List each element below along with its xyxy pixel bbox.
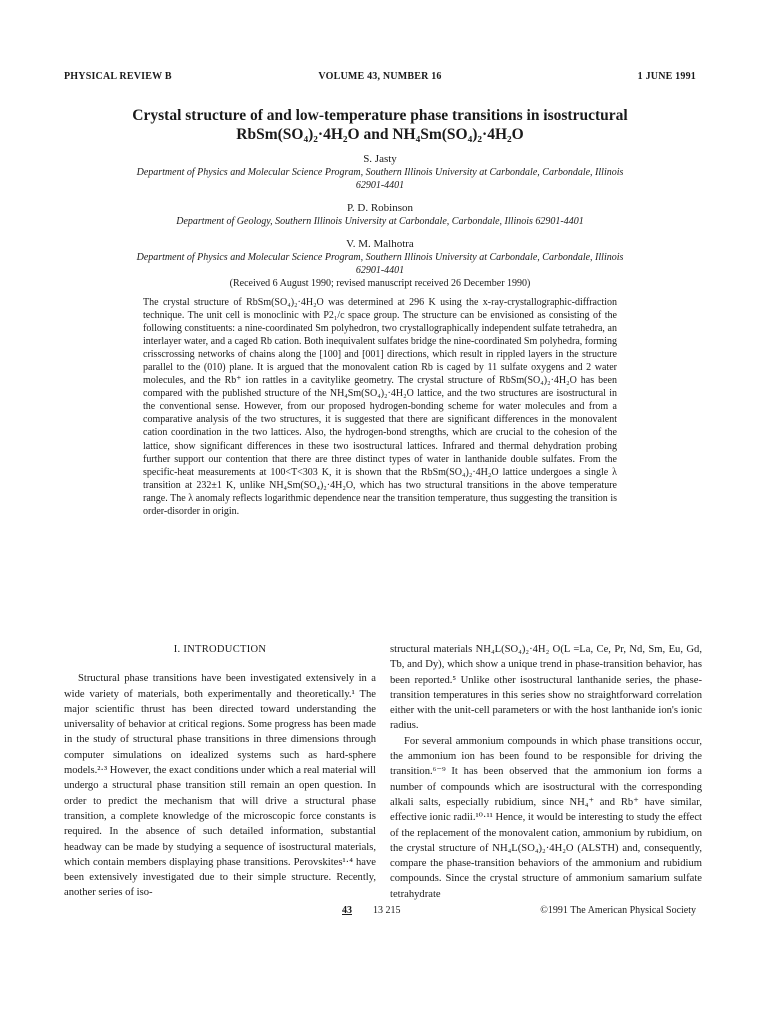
article-title [64, 106, 696, 144]
title-line-2: RbSm(SO₄)₂·4H₂O and NH₄Sm(SO₄)₂·4H₂O [236, 126, 524, 143]
journal-name: PHYSICAL REVIEW B [64, 71, 172, 82]
author-affiliation: Department of Physics and Molecular Science Program, Southern Illinois University at Carbondale, Carbondale, Illinois 62901-4401 [136, 167, 624, 191]
body-paragraph: structural materials NH₄L(SO₄)₂·4H₂ O(L =La, Ce, Pr, Nd, Sm, Eu, Gd, Tb, and Dy), which show a unique trend in phase-transition behavior, has been reported.⁵ Unlike other isostructural lanthanide series, the phase-transition temperatures in this series show no straightforward correlation either with the unit-cell parameters or with the host lanthanide ion's ionic radius. [390, 644, 702, 732]
section-heading: I. INTRODUCTION [173, 644, 267, 655]
title-line-1: Crystal structure of and low-temperature phase transitions in isostructural [132, 107, 628, 124]
volume-number: VOLUME 43, NUMBER 16 [318, 71, 442, 82]
author-name: P. D. Robinson [346, 202, 414, 214]
copyright-notice: ©1991 The American Physical Society [540, 905, 696, 916]
running-head [64, 71, 696, 85]
footer-volume: 43 [342, 905, 352, 916]
body-paragraph: For several ammonium compounds in which phase transitions occur, the ammonium ion has been found to be responsible for driving the transition.⁶⁻⁹ It has been observed that the ammonium ion forms a number of compounds which are isostructural with the corresponding alkali salts, especially rubidium, since NH₄⁺ and Rb⁺ have similar, effective ionic radii.¹⁰·¹¹ Hence, it would be interesting to study the effect of the replacement of the monovalent cation, ammonium by rubidium, on the crystal structure of NH₄L(SO₄)₂·4H₂O (ALSTH) and, consequently, compare the phase-transition behaviors of the ammonium and rubidium compounds. Since the crystal structure of ammonium samarium sulfate tetrahydrate [390, 735, 702, 900]
abstract: The crystal structure of RbSm(SO₄)₂·4H₂O was determined at 296 K using the x-ray-crystallographic-diffraction technique. The unit cell is monoclinic with P2₁/c space group. The structure can be envisioned as consisting of the following constituents: a nine-coordinated Sm polyhedron, two crystallographically independent sulfate tetrahedra, an interlayer water, and a caged Rb cation. Both inequivalent sulfates bridge the nine-coordinated Sm polyhedra, forming crisscrossing networks of chains along the [100] and [001] directions, which result in rippled layers in the structure parallel to the (010) plane. It is argued that the monovalent cation Rb is caged by 11 sulfate oxygens and 2 water molecules, and the Rb⁺ ion rattles in a cavitylike geometry. The crystal structure of RbSm(SO₄)₂·4H₂O has been compared with the published structure of the NH₄Sm(SO₄)₂·4H₂O lattice, and the two structures are isostructural in the conventional sense. However, from our proposed hydrogen-bonding scheme for water molecules and from a comparative analysis of the two structures, it is suggested that there are significant differences in the monovalent cation coordination in the two lattices. Also, the hydrogen-bond strengths, which are crucial to the cohesion of the lattice, show significant differences in these two isostructural lattices. Infrared and thermal dehydration probing further support our contention that there are three distinct types of water in lanthanide double sulfates. From the specific-heat measurements at 100<T<303 K, it is shown that the RbSm(SO₄)₂·4H₂O lattice undergoes a single λ transition at 232±1 K, unlike NH₄Sm(SO₄)₂·4H₂O, which has two structural transitions in the above temperature range. The λ anomaly reflects logarithmic dependence near the transition temperature, thus suggesting the transition is order-disorder in origin. [143, 297, 617, 517]
page-footer [64, 905, 696, 921]
body-paragraph: Structural phase transitions have been investigated extensively in a wide variety of materials, both experimentally and theoretically.¹ The major scientific thrust has been directed toward understanding the universality of behavior at critical regions. Some progress has been made in the study of structural phase transitions in three dimensions through computer simulations on idealized systems such as hard-sphere models.²·³ However, the exact conditions under which a real material will undergo a structural phase transition still remain an open question. In order to predict the mechanism that will drive a structural phase transition, a complete knowledge of the microscopic force constants is required. In the absence of such detailed information, substantial headway can be made by studying a sequence of isostructural materials, which contain members displaying phase transitions. Perovskites¹·⁴ have been extensively investigated due to their simple structure. Recently, another series of iso- [64, 673, 376, 899]
author-name: S. Jasty [363, 153, 397, 165]
author-name: V. M. Malhotra [346, 238, 414, 250]
author-block [64, 152, 696, 290]
right-column [390, 642, 702, 902]
left-column [64, 642, 376, 901]
author-affiliation: Department of Physics and Molecular Science Program, Southern Illinois University at Carbondale, Carbondale, Illinois 62901-4401 [136, 252, 624, 276]
received-dates: (Received 6 August 1990; revised manuscript received 26 December 1990) [229, 278, 531, 289]
issue-date: 1 JUNE 1991 [637, 71, 696, 82]
author-affiliation: Department of Geology, Southern Illinois University at Carbondale, Carbondale, Illinois 62901-4401 [176, 216, 584, 227]
page-number: 13 215 [373, 905, 401, 916]
